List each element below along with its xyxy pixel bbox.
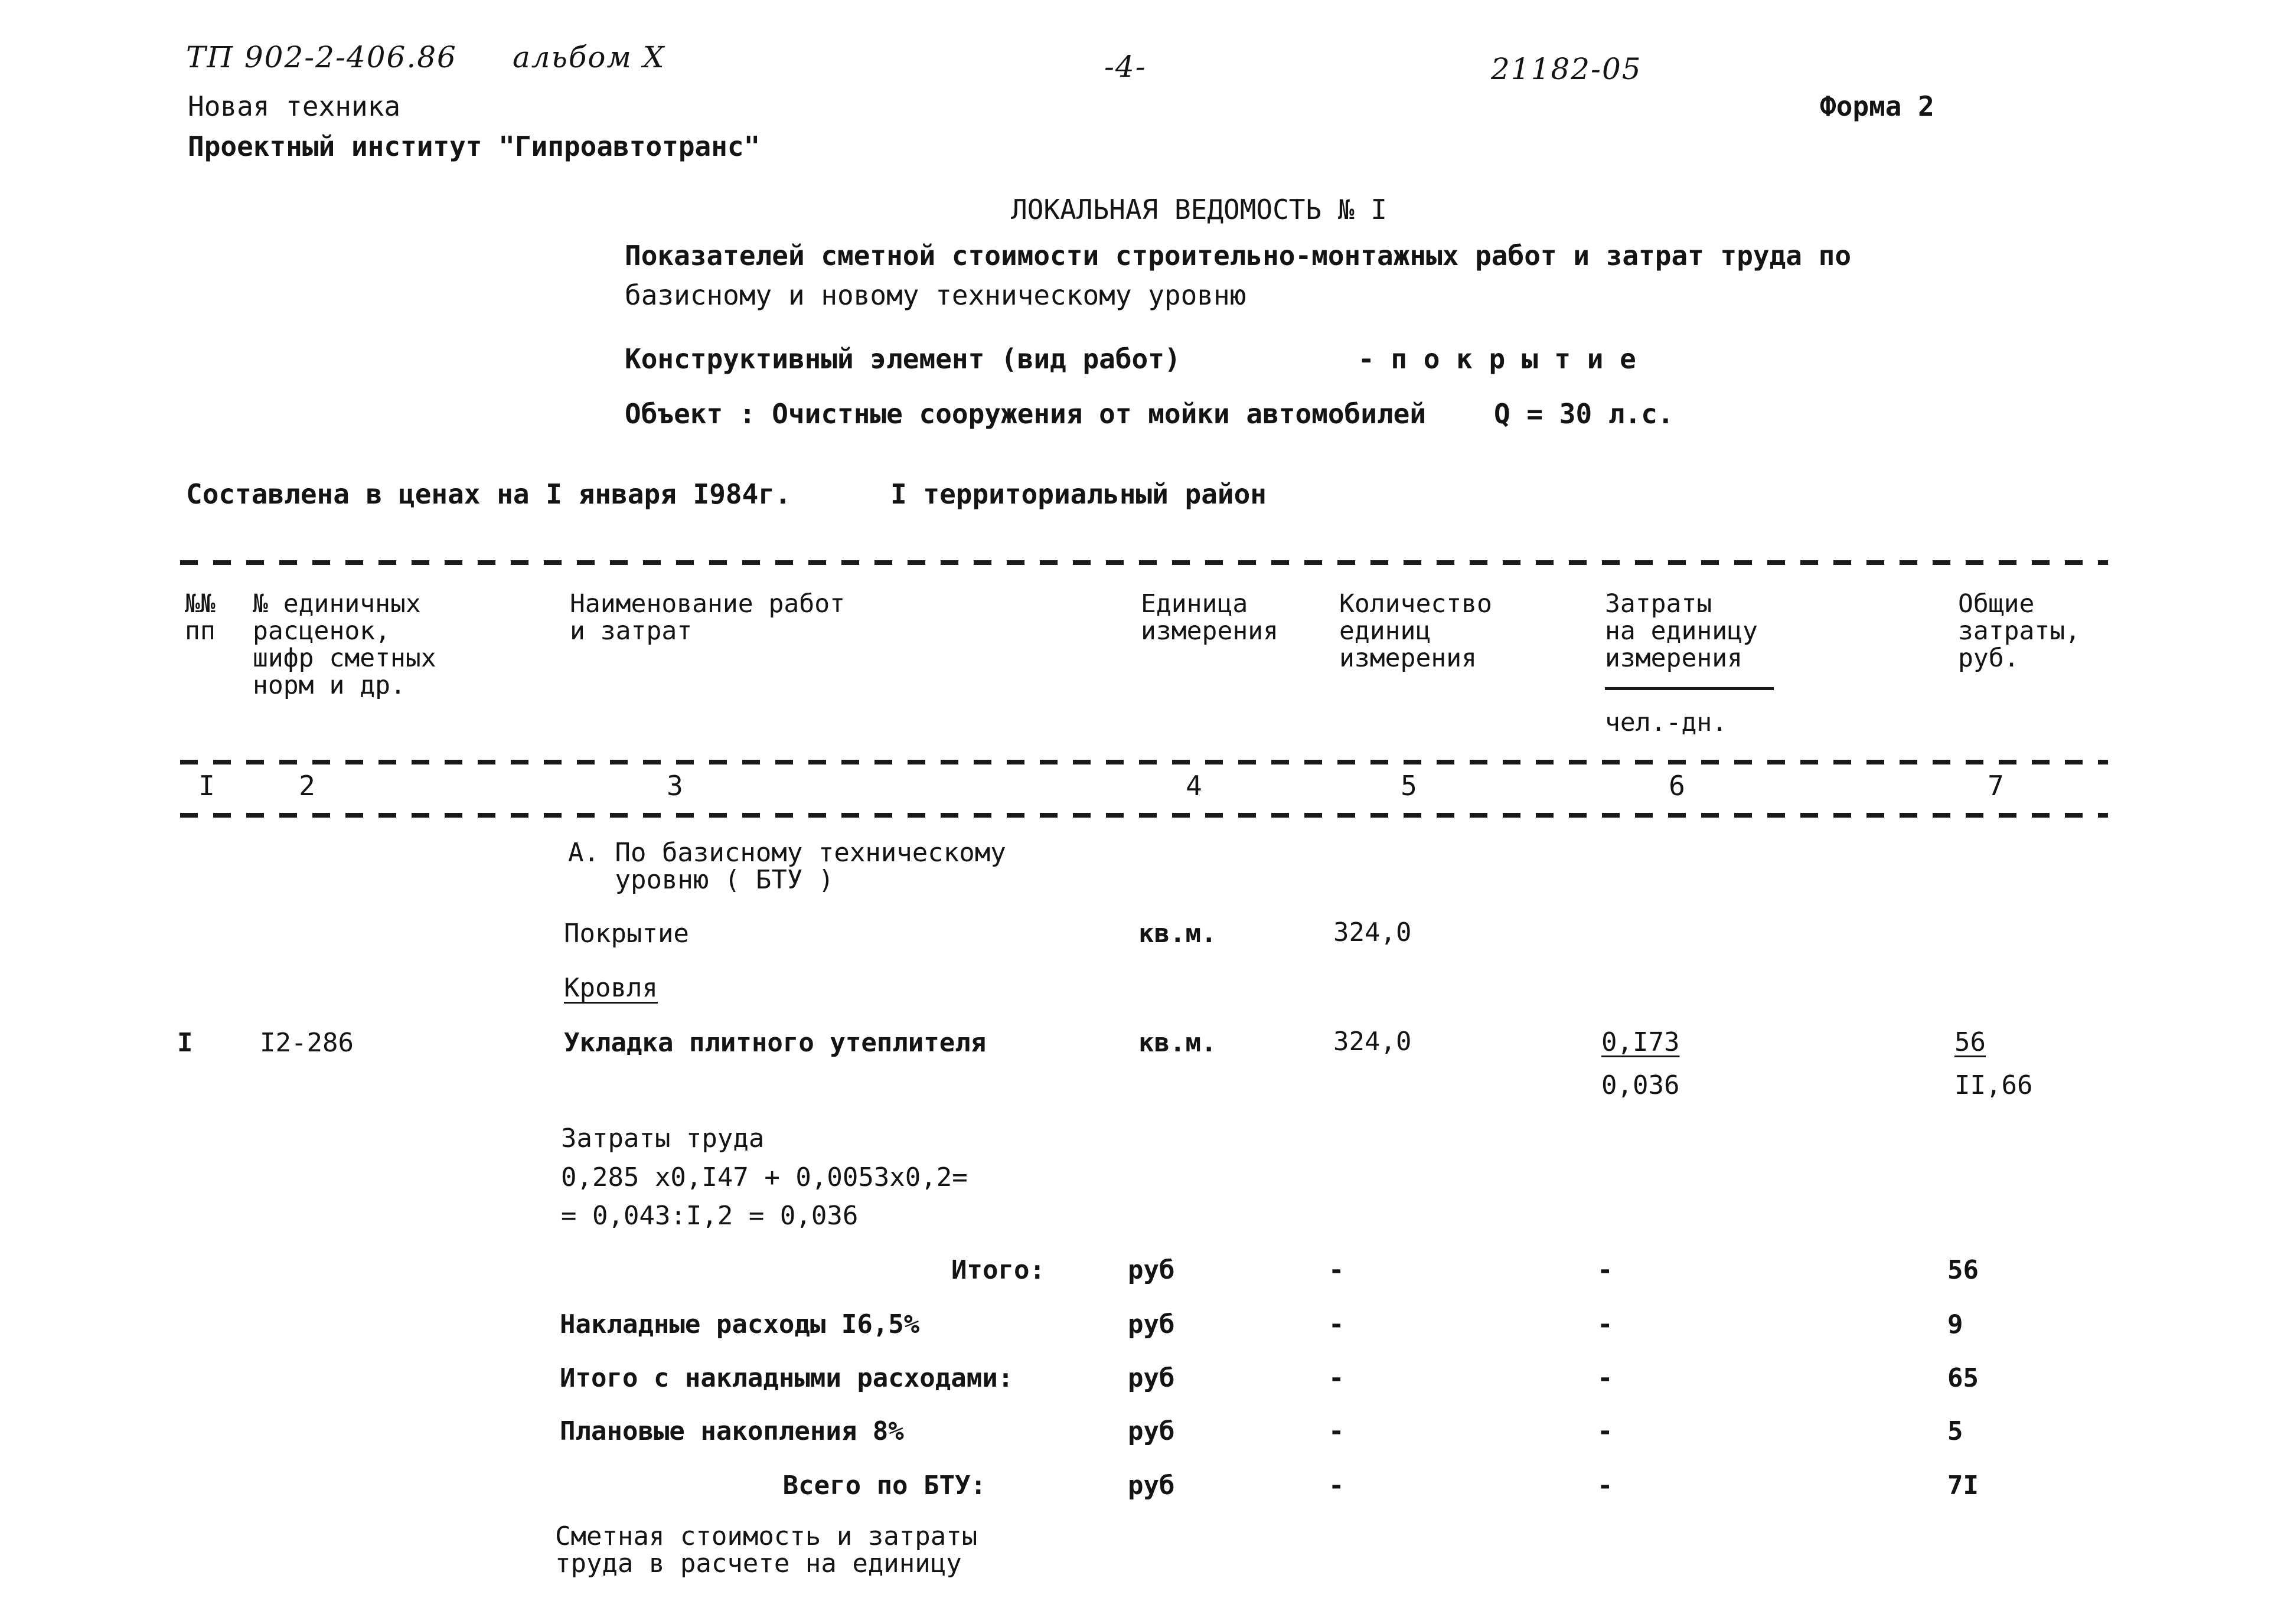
summary-unit: руб	[1128, 1309, 1175, 1339]
table-top-divider	[180, 560, 2108, 565]
summary-label: Плановые накопления 8%	[560, 1416, 904, 1446]
summary-per-unit: -	[1597, 1309, 1613, 1339]
header-divider	[180, 760, 2108, 764]
col-number-3: 3	[667, 770, 683, 802]
album-label: альбом Х	[513, 40, 665, 74]
header-col-6-sub: чел.-дн.	[1605, 708, 1728, 737]
summary-unit: руб	[1128, 1255, 1175, 1285]
element-label: Конструктивный элемент (вид работ)	[625, 343, 1181, 375]
item-total	[1954, 1027, 2032, 1100]
item-unit-cost-bottom: 0,036	[1601, 1070, 1680, 1100]
header-col-6: Затраты на единицу измерения	[1605, 589, 1758, 673]
summary-total: 9	[1947, 1309, 1963, 1339]
item-total-bottom: II,66	[1954, 1070, 2033, 1100]
header-col-2: № единичных расценок, шифр сметных норм и др.	[253, 589, 436, 700]
summary-per-unit: -	[1597, 1255, 1613, 1285]
labor-calc-1: 0,285 х0,I47 + 0,0053х0,2=	[561, 1162, 968, 1192]
summary-unit: руб	[1128, 1416, 1175, 1446]
summary-total: 65	[1947, 1363, 1979, 1393]
prices-date: Составлена в ценах на I января I984г.	[186, 478, 791, 510]
summary-total: 7I	[1947, 1471, 1979, 1501]
element-value: - п о к р ы т и е	[1358, 343, 1636, 375]
summary-unit: руб	[1128, 1363, 1175, 1393]
summary-label: Итого с накладными расходами:	[560, 1363, 1014, 1393]
org-line-1: Новая техника	[188, 90, 401, 122]
header-col-5: Количество единиц измерения	[1339, 589, 1492, 673]
summary-total: 56	[1947, 1255, 1979, 1285]
subtitle-line-2: базисному и новому техническому уровню	[625, 279, 1246, 311]
col-number-2: 2	[299, 770, 315, 802]
document-heading: ЛОКАЛЬНАЯ ВЕДОМОСТЬ № I	[1011, 194, 1387, 226]
object-label: Объект : Очистные сооружения от мойки автомобилей	[625, 398, 1427, 430]
summary-per-unit: -	[1597, 1363, 1613, 1393]
coating-unit: кв.м.	[1138, 919, 1217, 949]
summary-unit: руб	[1128, 1471, 1175, 1501]
org-line-2: Проектный институт "Гипроавтотранс"	[188, 130, 761, 162]
labor-calc-2: = 0,043:I,2 = 0,036	[561, 1201, 859, 1231]
header-col-3: Наименование работ и затрат	[570, 589, 845, 646]
coating-name: Покрытие	[564, 919, 689, 949]
summary-label: Накладные расходы I6,5%	[560, 1309, 920, 1339]
summary-total: 5	[1947, 1416, 1963, 1446]
item-code: I2-286	[260, 1028, 354, 1058]
summary-per-unit: -	[1597, 1416, 1613, 1446]
coating-qty: 324,0	[1333, 917, 1412, 947]
col-number-5: 5	[1401, 770, 1417, 802]
item-qty: 324,0	[1333, 1027, 1412, 1057]
col-number-7: 7	[1988, 770, 2004, 802]
header-col-6-rule	[1605, 687, 1774, 690]
item-total-top: 56	[1954, 1027, 1986, 1057]
col-number-1: I	[198, 770, 215, 802]
summary-qty: -	[1329, 1416, 1345, 1446]
summary-label: Всего по БТУ:	[782, 1471, 986, 1501]
item-unit-cost	[1601, 1027, 1679, 1100]
doc-code: ТП 902-2-406.86	[186, 40, 457, 74]
col-number-4: 4	[1186, 770, 1202, 802]
summary-qty: -	[1329, 1471, 1345, 1501]
inventory-number: 21182-05	[1491, 52, 1642, 86]
labor-title: Затраты труда	[561, 1123, 765, 1154]
object-value: Q = 30 л.с.	[1494, 398, 1674, 430]
col-number-6: 6	[1669, 770, 1685, 802]
summary-label: Итого:	[951, 1255, 1045, 1285]
section-a-heading: А. По базисному техническому уровню ( БТУ )	[568, 838, 1006, 895]
item-unit: кв.м.	[1138, 1028, 1217, 1058]
summary-per-unit: -	[1597, 1471, 1613, 1501]
roof-heading: Кровля	[564, 973, 658, 1003]
item-unit-cost-top: 0,I73	[1601, 1027, 1680, 1057]
summary-qty: -	[1329, 1255, 1345, 1285]
form-label: Форма 2	[1820, 90, 1934, 122]
summary-qty: -	[1329, 1309, 1345, 1339]
region-label: I территориальный район	[890, 478, 1267, 510]
header-col-4: Единица измерения	[1141, 589, 1278, 646]
subtitle-line-1: Показателей сметной стоимости строительно-монтажных работ и затрат труда по	[625, 240, 1852, 272]
header-col-7: Общие затраты, руб.	[1958, 589, 2081, 673]
summary-qty: -	[1329, 1363, 1345, 1393]
header-col-1: №№ пп	[185, 589, 216, 646]
page-number: -4-	[1104, 50, 1147, 84]
column-number-divider	[180, 813, 2108, 818]
item-name: Укладка плитного утеплителя	[564, 1028, 987, 1058]
item-number: I	[177, 1028, 193, 1058]
footer-note: Сметная стоимость и затраты труда в расчете на единицу	[555, 1521, 978, 1579]
